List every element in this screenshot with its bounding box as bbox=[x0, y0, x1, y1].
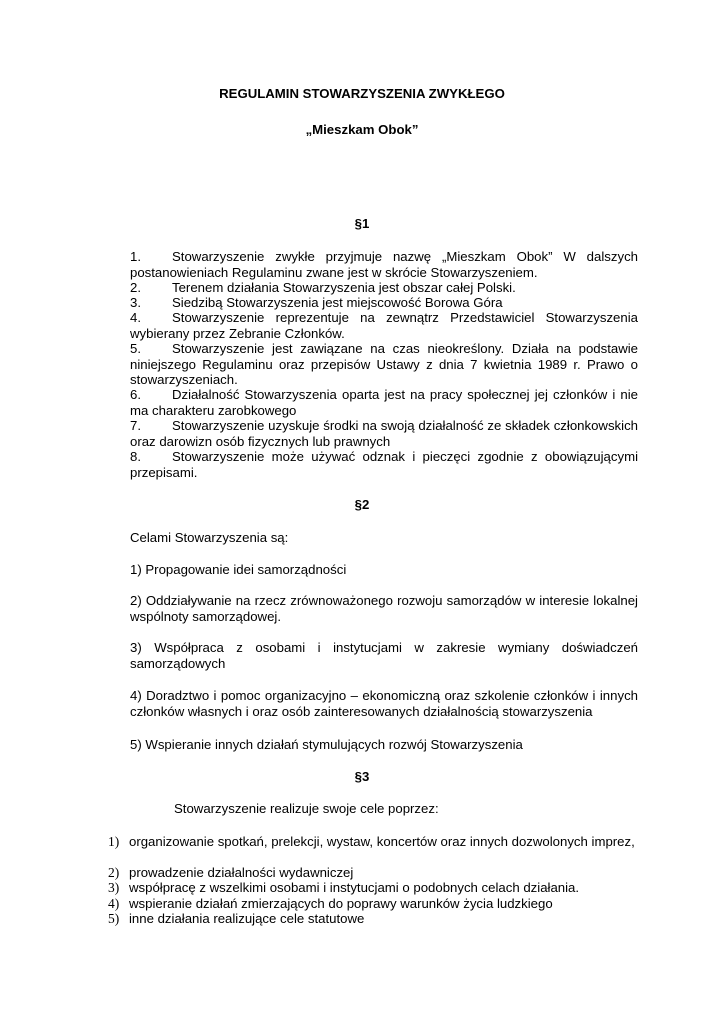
item-text: Stowarzyszenie reprezentuje na zewnątrz Przedstawiciel Stowarzyszenia wybierany przez Zebranie Członków. bbox=[130, 310, 638, 341]
section-1-item bbox=[130, 418, 638, 449]
section-1-item bbox=[130, 280, 638, 296]
item-number: 7. bbox=[130, 418, 141, 433]
list-number: 2) bbox=[108, 865, 120, 880]
goal-item: 1) Propagowanie idei samorządności bbox=[130, 562, 347, 577]
section-1-item bbox=[130, 249, 638, 280]
list-number: 5) bbox=[108, 911, 120, 926]
item-text: Stowarzyszenie uzyskuje środki na swoją działalność ze składek członkowskich oraz darowizn osób fizycznych lub prawnych bbox=[130, 418, 638, 449]
goal-item: 4) Doradztwo i pomoc organizacyjno – ekonomiczną oraz szkolenie członków i innych członków własnych i oraz osób zainteresowanych działalnością stowarzyszenia bbox=[130, 688, 638, 719]
item-text: Stowarzyszenie może używać odznak i pieczęci zgodnie z obowiązującymi przepisami. bbox=[130, 449, 638, 480]
list-number: 4) bbox=[108, 896, 120, 911]
section-3-intro: Stowarzyszenie realizuje swoje cele poprzez: bbox=[174, 801, 439, 816]
item-text: Siedzibą Stowarzyszenia jest miejscowość Borowa Góra bbox=[172, 295, 503, 310]
section-1-item bbox=[130, 310, 638, 341]
list-text: inne działania realizujące cele statutowe bbox=[129, 911, 365, 926]
section-1-item bbox=[130, 295, 638, 311]
goal-item: 5) Wspieranie innych działań stymulujących rozwój Stowarzyszenia bbox=[130, 737, 523, 752]
item-number: 5. bbox=[130, 341, 141, 356]
section-2-intro: Celami Stowarzyszenia są: bbox=[130, 530, 289, 545]
item-number: 1. bbox=[130, 249, 141, 264]
list-text: prowadzenie działalności wydawniczej bbox=[129, 865, 354, 880]
document-title: REGULAMIN STOWARZYSZENIA ZWYKŁEGO bbox=[219, 86, 505, 101]
list-text: wspieranie działań zmierzających do poprawy warunków życia ludzkiego bbox=[129, 896, 553, 911]
item-number: 3. bbox=[130, 295, 141, 310]
list-number: 3) bbox=[108, 880, 120, 895]
section-1-heading: §1 bbox=[354, 216, 370, 231]
item-text: Działalność Stowarzyszenia oparta jest na pracy społecznej jej członków i nie ma charakteru zarobkowego bbox=[130, 387, 638, 418]
section-2-heading: §2 bbox=[354, 497, 370, 512]
item-text: Stowarzyszenie jest zawiązane na czas nieokreślony. Działa na podstawie niniejszego Regulaminu oraz przepisów Ustawy z dnia 7 kwietnia 1989 r. Prawo o stowarzyszeniach. bbox=[130, 341, 638, 387]
item-number: 6. bbox=[130, 387, 141, 402]
list-text: współpracę z wszelkimi osobami i instytucjami o podobnych celach działania. bbox=[129, 880, 580, 895]
section-3-heading: §3 bbox=[354, 769, 370, 784]
item-number: 4. bbox=[130, 310, 141, 325]
item-text: Terenem działania Stowarzyszenia jest obszar całej Polski. bbox=[172, 280, 516, 295]
item-number: 2. bbox=[130, 280, 141, 295]
goal-item: 3) Współpraca z osobami i instytucjami w zakresie wymiany doświadczeń samorządowych bbox=[130, 640, 638, 671]
item-text: Stowarzyszenie zwykłe przyjmuje nazwę „Mieszkam Obok” W dalszych postanowieniach Regulaminu zwane jest w skrócie Stowarzyszeniem. bbox=[130, 249, 638, 280]
item-number: 8. bbox=[130, 449, 141, 464]
goal-item: 2) Oddziaływanie na rzecz zrównoważonego rozwoju samorządów w interesie lokalnej wspólnoty samorządowej. bbox=[130, 593, 638, 624]
section-1-item bbox=[130, 387, 638, 418]
section-1-item bbox=[130, 449, 638, 480]
document-subtitle: „Mieszkam Obok” bbox=[305, 122, 419, 137]
list-text: organizowanie spotkań, prelekcji, wystaw, koncertów oraz innych dozwolonych imprez, bbox=[129, 834, 635, 849]
section-1-item bbox=[130, 341, 638, 388]
list-number: 1) bbox=[108, 834, 120, 849]
